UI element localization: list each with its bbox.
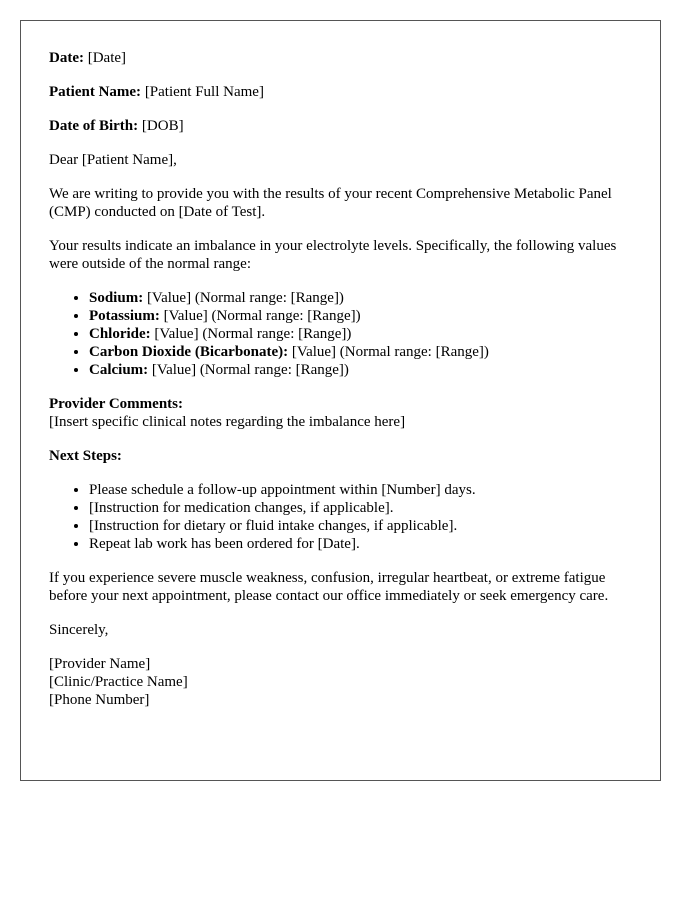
- results-intro-paragraph: Your results indicate an imbalance in your electrolyte levels. Specifically, the following values were outside of the normal range:: [49, 238, 617, 272]
- patient-name-line: [49, 83, 632, 101]
- provider-comments-text: [Insert specific clinical notes regarding the imbalance here]: [49, 414, 406, 430]
- result-item-carbon-dioxide: [89, 343, 632, 361]
- date-label: Date:: [49, 50, 84, 66]
- result-name: Sodium:: [89, 290, 144, 306]
- dob-label: Date of Birth:: [49, 118, 139, 134]
- date-value: [Date]: [87, 50, 127, 66]
- result-name: Chloride:: [89, 326, 151, 342]
- next-step-item: • [Instruction for dietary or fluid intake changes, if applicable].: [89, 517, 632, 535]
- next-step-item: • Repeat lab work has been ordered for [Date].: [89, 535, 632, 553]
- patient-name-value: [Patient Full Name]: [144, 84, 264, 100]
- closing: Sincerely,: [49, 622, 109, 638]
- warning-paragraph: If you experience severe muscle weakness, confusion, irregular heartbeat, or extreme fatigue before your next appointment, please contact our office immediately or seek emergency care.: [49, 570, 609, 604]
- result-name: Potassium:: [89, 308, 160, 324]
- signature-phone: [Phone Number]: [49, 692, 150, 708]
- next-steps-label: Next Steps:: [49, 448, 122, 464]
- intro-paragraph: We are writing to provide you with the results of your recent Comprehensive Metabolic Panel (CMP) conducted on [Date of Test].: [49, 186, 612, 220]
- result-name: Carbon Dioxide (Bicarbonate):: [89, 344, 289, 360]
- result-text: [Value] (Normal range: [Range]): [151, 362, 349, 378]
- result-name: Calcium:: [89, 362, 149, 378]
- signature-block: [49, 655, 632, 709]
- letter-container: [20, 20, 661, 781]
- next-step-item: • [Instruction for medication changes, if applicable].: [89, 499, 632, 517]
- salutation: Dear [Patient Name],: [49, 152, 177, 168]
- result-text: [Value] (Normal range: [Range]): [163, 308, 361, 324]
- result-text: [Value] (Normal range: [Range]): [154, 326, 352, 342]
- result-item-calcium: [89, 361, 632, 379]
- next-step-item: • Please schedule a follow-up appointment within [Number] days.: [89, 481, 632, 499]
- result-item-potassium: [89, 307, 632, 325]
- result-text: [Value] (Normal range: [Range]): [291, 344, 489, 360]
- results-list: [49, 289, 632, 379]
- patient-name-label: Patient Name:: [49, 84, 142, 100]
- dob-value: [DOB]: [141, 118, 184, 134]
- next-steps-list: [49, 481, 632, 553]
- provider-comments-section: [49, 395, 632, 431]
- signature-provider-name: [Provider Name]: [49, 656, 151, 672]
- provider-comments-label: Provider Comments:: [49, 396, 184, 412]
- signature-clinic-name: [Clinic/Practice Name]: [49, 674, 188, 690]
- date-line: [49, 49, 632, 67]
- dob-line: [49, 117, 632, 135]
- result-text: [Value] (Normal range: [Range]): [146, 290, 344, 306]
- result-item-sodium: [89, 289, 632, 307]
- result-item-chloride: [89, 325, 632, 343]
